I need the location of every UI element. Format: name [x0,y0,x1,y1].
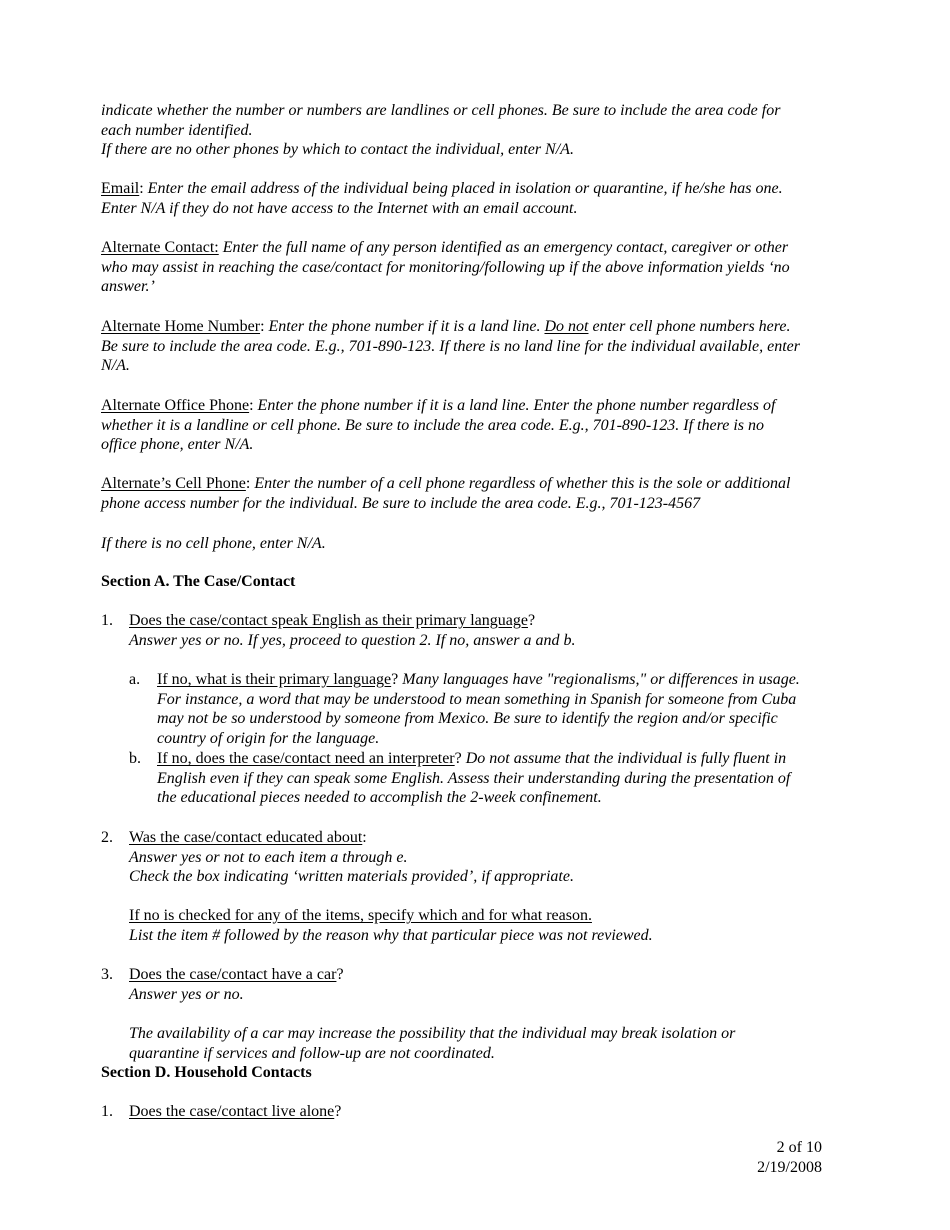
alternate-contact-text: who may assist in reaching the case/contact for monitoring/following up if the above information yields ‘no [101,258,790,276]
email-label: Email [101,180,140,197]
intro-line: each number identified. [101,121,253,139]
alternate-cell-phone-label: Alternate’s Cell Phone [101,475,246,492]
sub-question-a-text: If no, what is their primary language [157,671,392,688]
question-3-block: Does the case/contact have a car? Answer yes or no. [129,965,859,1004]
question-2-note-heading: If no is checked for any of the items, specify which and for what reason. [129,907,592,924]
question-1-instruction: Answer yes or no. If yes, proceed to question 2. If no, answer a and b. [129,631,576,649]
question-3-note-text: quarantine if services and follow-up are not coordinated. [129,1044,495,1062]
question-2-text: Was the case/contact educated about [129,829,363,846]
email-text: Enter the email address of the individual being placed in isolation or quarantine, if he/she has one. [147,180,783,197]
question-number: 3. [101,966,113,983]
alternate-cell-phone-text: phone access number for the individual. Be sure to include the area code. E.g., 701-123-4567 [101,494,701,512]
alternate-office-phone-text: Enter the phone number if it is a land line. Enter the phone number regardless of [257,397,776,414]
alternate-office-phone-text: office phone, enter N/A. [101,436,254,454]
question-2-instruction: Check the box indicating ‘written materials provided’, if appropriate. [129,868,574,886]
sub-question-letter: b. [129,750,141,767]
alternate-cell-phone-paragraph: Alternate’s Cell Phone: Enter the number of a cell phone regardless of whether this is the sole or additional phone access number for the individual. Be sure to include the area code. E.g., 701-123-4567 [101,474,861,513]
alternate-home-number-text: Be sure to include the area code. E.g., 701-890-123. If there is no land line for the individual available, enter [101,337,800,355]
question-2-note [129,906,859,945]
email-paragraph: Email: Enter the email address of the individual being placed in isolation or quarantine, if he/she has one. Enter N/A if they do not have access to the Internet with an email account. [101,179,861,218]
question-2-instruction: Answer yes or not to each item a through e. [129,848,408,866]
document-date: 2/19/2008 [757,1158,822,1176]
sub-question-b-note: Do not assume that the individual is fully fluent in [465,750,787,767]
sub-question-a-note: For instance, a word that may be understood to mean something in Spanish for someone from Cuba [157,690,797,708]
question-2-note-text: List the item # followed by the reason why that particular piece was not reviewed. [129,926,653,944]
question-2-block: Was the case/contact educated about: Answer yes or not to each item a through e. Check the box indicating ‘written materials provided’, if appropriate. [129,828,859,887]
alternate-home-number-paragraph: Alternate Home Number: Enter the phone number if it is a land line. Do not enter cell phone numbers here. Be sure to include the area code. E.g., 701-890-123. If there is no land line for the individual available, enter N/A. [101,317,861,376]
question-3-text: Does the case/contact have a car [129,966,337,983]
alternate-home-number-text: N/A. [101,357,130,375]
intro-line: indicate whether the number or numbers are landlines or cell phones. Be sure to include the area code for [101,102,781,119]
question-3-note [129,1024,859,1063]
sub-question-a-block: If no, what is their primary language? Many languages have "regionalisms," or differences in usage. For instance, a word that may be understood to mean something in Spanish for someone from Cuba may not be so understood by someone from Mexico. Be sure to identify the region and/or specific country of origin for the language. [157,670,857,748]
question-number: 2. [101,829,113,846]
alternate-cell-phone-text: Enter the number of a cell phone regardless of whether this is the sole or additional [254,475,791,492]
alternate-home-number-label: Alternate Home Number [101,318,261,335]
sub-question-letter: a. [129,671,141,688]
question-number: 1. [101,612,113,629]
alternate-contact-label: Alternate Contact: [101,239,219,256]
question-1-text: Does the case/contact speak English as their primary language [129,612,528,629]
sub-question-a-note: country of origin for the language. [157,729,380,747]
alternate-home-number-text: Enter the phone number if it is a land line. [268,318,541,335]
question-3-note-text: The availability of a car may increase the possibility that the individual may break isolation or [129,1025,736,1042]
question-1-block: Does the case/contact speak English as their primary language? Answer yes or no. If yes, proceed to question 2. If no, answer a and b. [129,611,859,650]
question-number: 1. [101,1103,113,1120]
sub-question-a-note: may not be so understood by someone from Mexico. Be sure to identify the region and/or specific [157,710,778,728]
no-cell-phone-note: If there is no cell phone, enter N/A. [101,535,326,552]
sub-question-b-note: the educational pieces needed to accomplish the 2-week confinement. [157,789,602,807]
section-d-heading: Section D. Household Contacts [101,1064,312,1081]
alternate-home-number-text: enter cell phone numbers here. [592,318,791,335]
section-d-question-1-text: Does the case/contact live alone [129,1103,335,1120]
do-not-emphasis: Do not [544,318,589,335]
page-number: 2 of 10 [776,1139,822,1156]
intro-paragraph [101,101,861,160]
question-3-instruction: Answer yes or no. [129,985,244,1003]
sub-question-b-block: If no, does the case/contact need an interpreter? Do not assume that the individual is fully fluent in English even if they can speak some English. Assess their understanding during the presentation of the educational pieces needed to accomplish the 2-week confinement. [157,749,857,808]
alternate-office-phone-text: whether it is a landline or cell phone. Be sure to include the area code. E.g., 701-890-123. If there is no [101,416,764,434]
alternate-contact-text: answer.’ [101,278,155,296]
intro-line: If there are no other phones by which to contact the individual, enter N/A. [101,141,574,159]
section-a-heading: Section A. The Case/Contact [101,573,296,590]
alternate-office-phone-label: Alternate Office Phone [101,397,250,414]
alternate-office-phone-paragraph: Alternate Office Phone: Enter the phone number if it is a land line. Enter the phone number regardless of whether it is a landline or cell phone. Be sure to include the area code. E.g., 701-890-123. If there is no office phone, enter N/A. [101,396,861,455]
alternate-contact-paragraph [101,238,861,297]
sub-question-b-note: English even if they can speak some English. Assess their understanding during the presentation of [157,769,791,787]
page-footer [757,1138,822,1177]
sub-question-a-note: Many languages have "regionalisms," or differences in usage. [402,671,800,688]
alternate-contact-text: Enter the full name of any person identified as an emergency contact, caregiver or other [222,239,789,256]
email-text: Enter N/A if they do not have access to the Internet with an email account. [101,199,578,217]
sub-question-b-text: If no, does the case/contact need an interpreter [157,750,455,767]
section-d-question-1-block: Does the case/contact live alone? [129,1103,342,1120]
